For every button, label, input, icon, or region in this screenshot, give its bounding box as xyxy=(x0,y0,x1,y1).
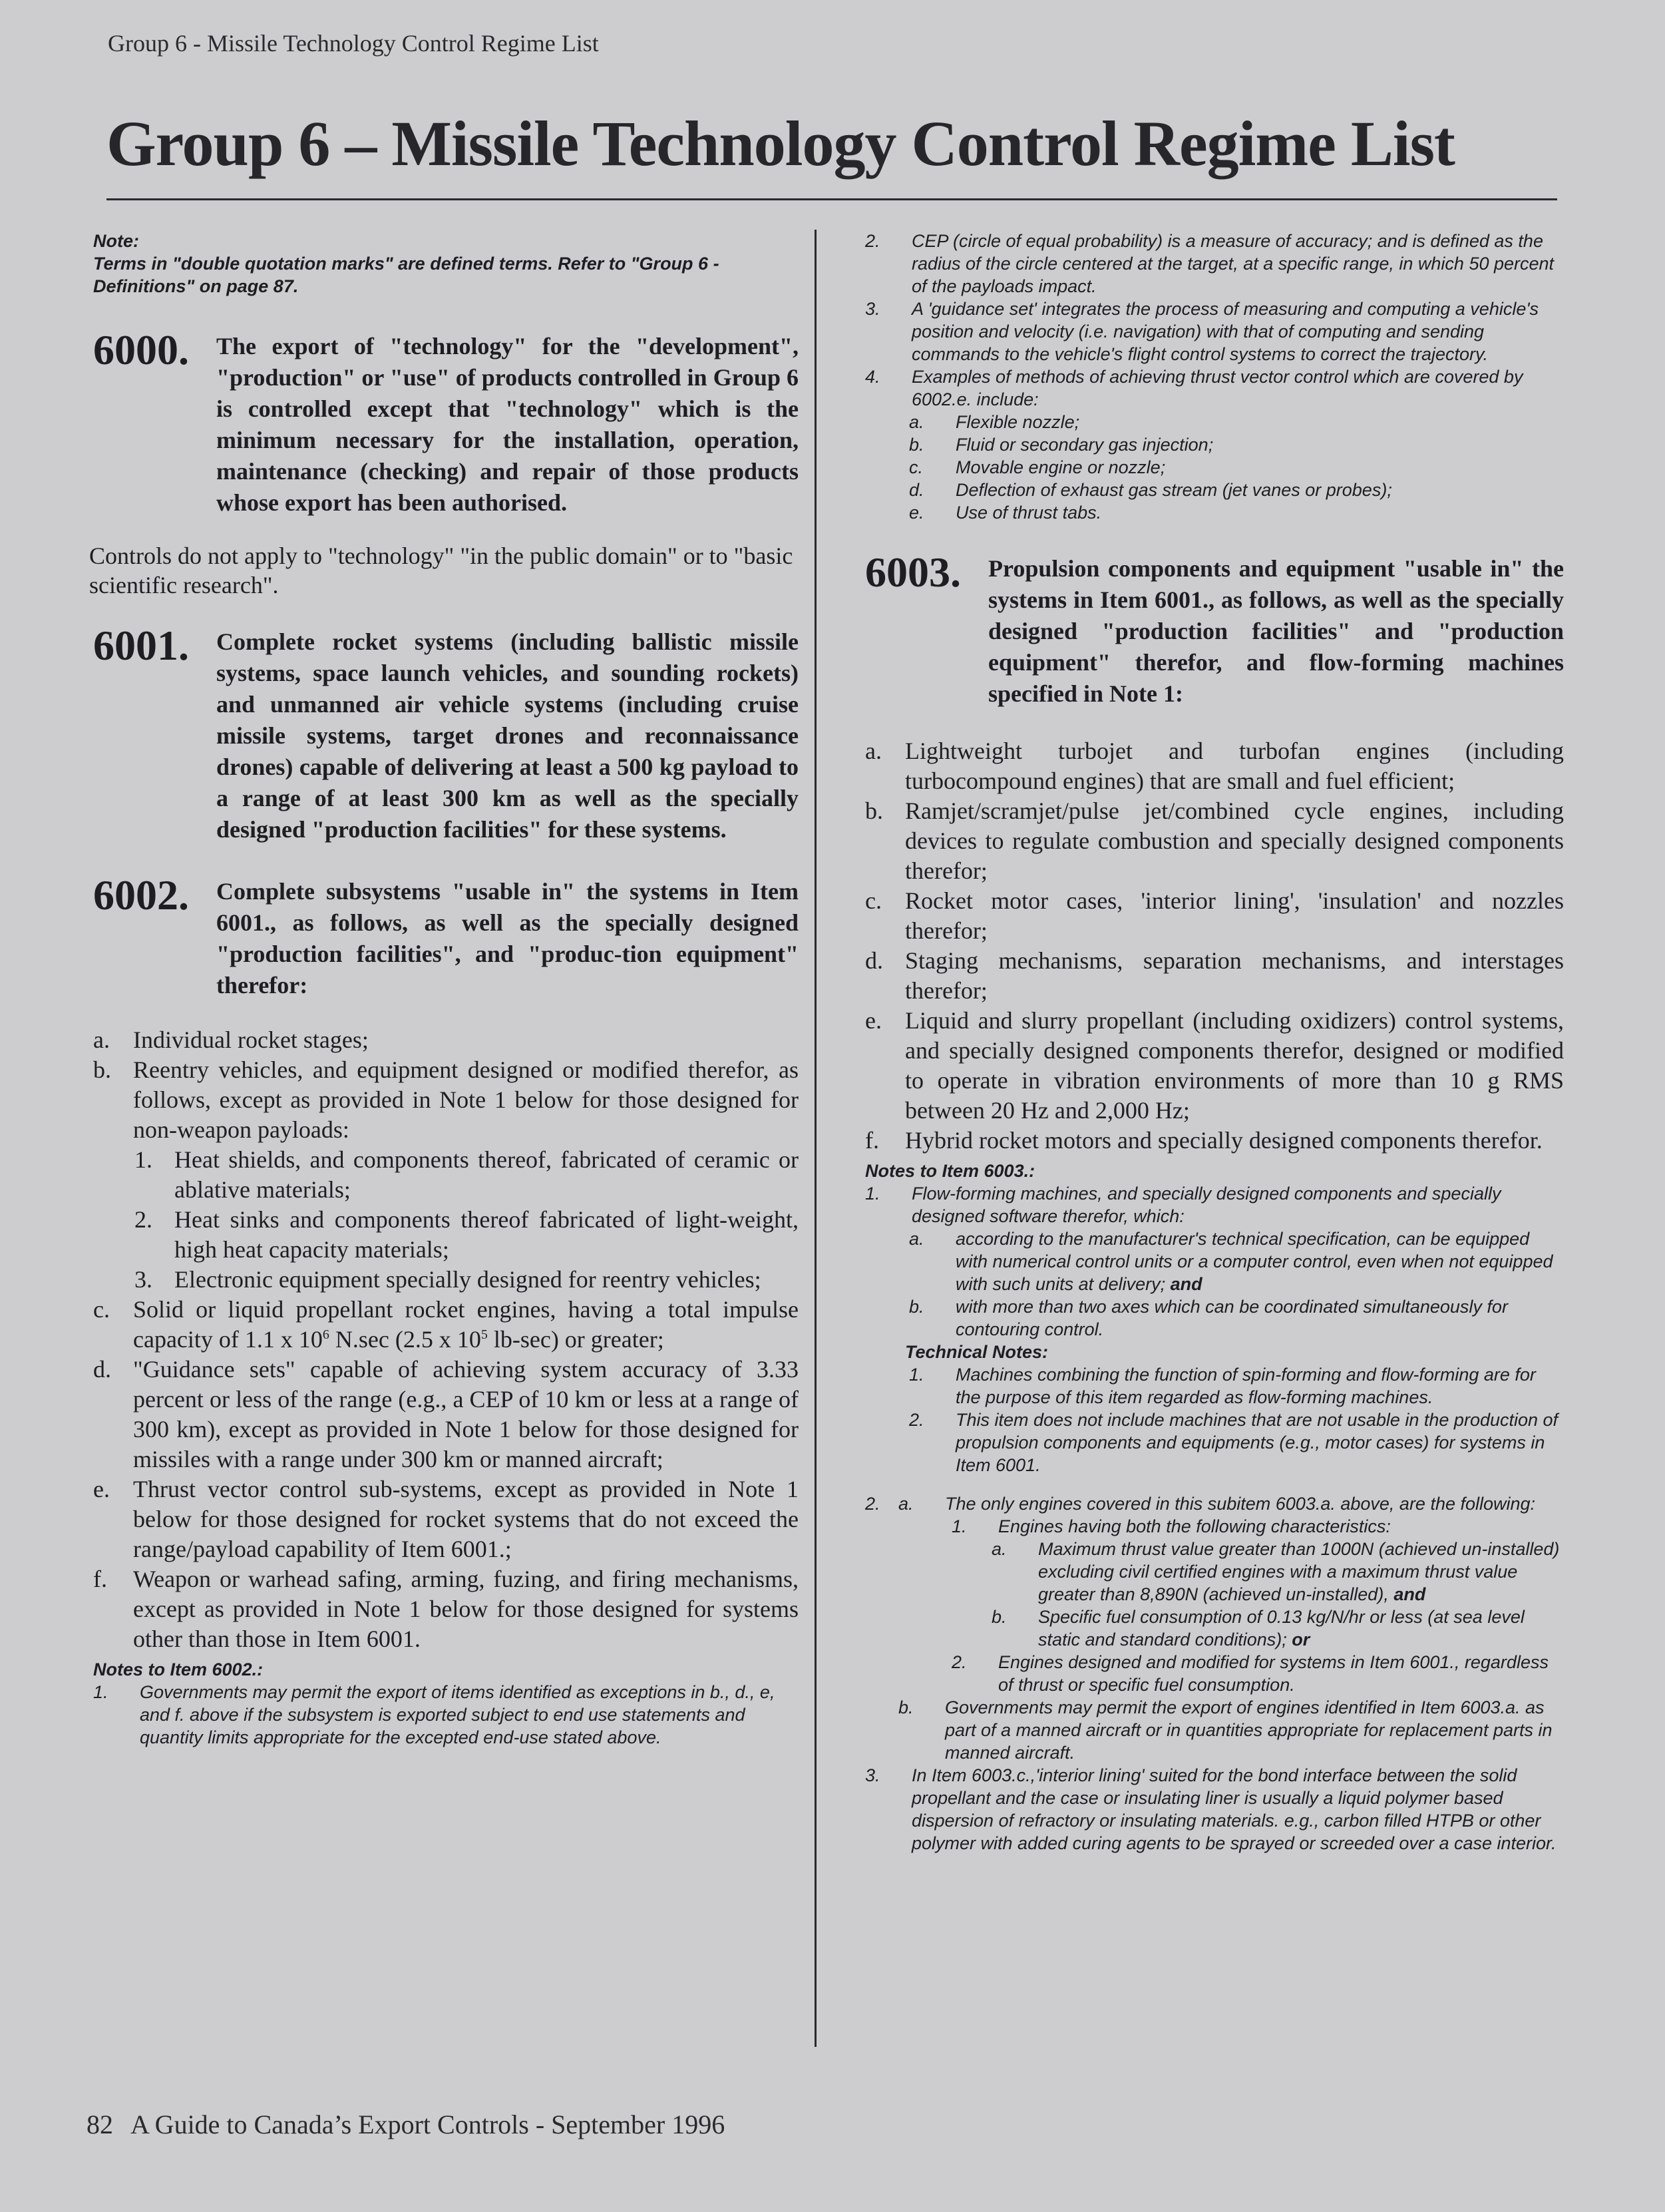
list-item: b. Ramjet/scramjet/pulse jet/combined cycle engines, including devices to regulate combustion and specially designed components therefor; xyxy=(865,797,1564,884)
list-item: f. Hybrid rocket motors and specially designed components therefor. xyxy=(865,1127,1543,1154)
running-header: Group 6 - Missile Technology Control Regime List xyxy=(108,30,599,57)
note-item: 3. In Item 6003.c.,'interior lining' suited for the bond interface between the solid propellant and the case or insulating liner is usually a liquid polymer based dispersion of refractory or insulating materials. e.g., carbon filled HTPB or other polymer with added curing agents to be sprayed or screeded over a case interior. xyxy=(865,1765,1557,1853)
section-text: Complete subsystems "usable in" the systems in Item 6001., as follows, as well as the specially designed "production facilities", and "produc-tion equipment" therefor: xyxy=(216,878,799,998)
list-item: f. Weapon or warhead safing, arming, fuzing, and firing mechanisms, except as provided in Note 1 below for those designed for systems other than those in Item 6001. xyxy=(93,1566,799,1652)
footer-text: A Guide to Canada’s Export Controls - September 1996 xyxy=(130,2109,725,2139)
list-item: d. Staging mechanisms, separation mechanisms, and interstages therefor; xyxy=(865,947,1564,1004)
page-title: Group 6 – Missile Technology Control Regime List xyxy=(106,108,1455,179)
column-divider xyxy=(815,230,817,2047)
note-item: c. Movable engine or nozzle; xyxy=(909,457,1166,477)
section-text: Complete rocket systems (including ballistic missile systems, space launch vehicles, and sounding rockets) and unmanned air vehicle systems (including cruise missile systems, target drones and reconnaissance drones) capable of delivering at least a 500 kg payload to a range of at least 300 km as well as the specially designed "production facilities" for these systems. xyxy=(216,628,799,843)
notes-title: Notes to Item 6002.: xyxy=(93,1659,264,1679)
page-number: 82 xyxy=(87,2109,113,2139)
title-rule xyxy=(106,198,1557,200)
list-item: 3. Electronic equipment specially designed for reentry vehicles; xyxy=(134,1266,761,1293)
item-list-6003 xyxy=(865,736,1564,1156)
technical-notes-title: Technical Notes: xyxy=(905,1342,1049,1362)
note-item: d. Deflection of exhaust gas stream (jet vanes or probes); xyxy=(909,480,1392,500)
section-6000 xyxy=(93,326,799,519)
note-item: b. Specific fuel consumption of 0.13 kg/N/hr or less (at sea level static and standard conditions); or xyxy=(992,1607,1525,1650)
left-column xyxy=(89,230,799,1749)
list-item: a. Lightweight turbojet and turbofan engines (including turbocompound engines) that are small and fuel efficient; xyxy=(865,738,1564,794)
note-item: b. Governments may permit the export of engines identified in Item 6003.a. as part of a manned aircraft or in quantities appropriate for replacement parts in manned aircraft. xyxy=(898,1697,1553,1763)
note-item: 2. This item does not include machines that are not usable in the production of propulsion components and equipments (e.g., motor cases) for systems in Item 6001. xyxy=(909,1410,1559,1475)
list-item: e. Liquid and slurry propellant (including oxidizers) control systems, and specially designed components therefor, designed or modified to operate in vibration environments of more than 10 g RMS between 20 Hz and 2,000 Hz; xyxy=(865,1007,1564,1124)
note-text: Terms in "double quotation marks" are defined terms. Refer to "Group 6 - Definitions" on page 87. xyxy=(93,254,719,296)
controls-paragraph: Controls do not apply to "technology" "in the public domain" or to "basic scientific research". xyxy=(89,543,793,598)
right-column xyxy=(865,230,1564,1855)
note-item: a. Flexible nozzle; xyxy=(909,412,1080,432)
section-number: 6002. xyxy=(93,871,189,919)
note-item: 2. Engines designed and modified for systems in Item 6001., regardless of thrust or specific fuel consumption. xyxy=(952,1652,1549,1695)
notes-list-6002-cont xyxy=(865,230,1564,524)
section-number: 6001. xyxy=(93,622,189,669)
note-item: 1. Flow-forming machines, and specially designed components and specially designed software therefor, which: xyxy=(865,1184,1501,1226)
note-item: b. Fluid or secondary gas injection; xyxy=(909,435,1214,455)
note-item: 2. CEP (circle of equal probability) is a measure of accuracy; and is defined as the radius of the circle centered at the target, at a specific range, in which 50 percent of the payloads impact. xyxy=(865,231,1555,296)
list-item: a. Individual rocket stages; xyxy=(93,1026,369,1053)
list-item: e. Thrust vector control sub-systems, except as provided in Note 1 below for those designed for rocket systems that do not exceed the range/payload capability of Item 6001.; xyxy=(93,1476,799,1562)
note-item: 4. Examples of methods of achieving thrust vector control which are covered by 6002.e. include: xyxy=(865,367,1523,409)
note-item: 1. Engines having both the following characteristics: xyxy=(952,1516,1391,1536)
note-label: Note: xyxy=(93,231,139,251)
list-item: c. Solid or liquid propellant rocket engines, having a total impulse capacity of 1.1 x $10^6$ N.sec (2.5 x $10^5$ lb-sec) or greater; xyxy=(93,1296,799,1353)
list-item: 2. Heat sinks and components thereof fabricated of light-weight, high heat capacity materials; xyxy=(134,1206,799,1263)
list-item: d. "Guidance sets" capable of achieving system accuracy of 3.33 percent or less of the range (e.g., a CEP of 10 km or less at a range of 300 km), except as provided in Note 1 below for those designed for missiles with a range under 300 km or manned aircraft; xyxy=(93,1356,799,1472)
section-6003 xyxy=(865,549,1564,710)
section-6002 xyxy=(93,871,799,1001)
section-text: Propulsion components and equipment "usable in" the systems in Item 6001., as follows, as well as the specially designed "production facilities" and "production equipment" therefor, and flow-forming machines specified in Note 1: xyxy=(988,555,1564,707)
list-item: b. Reentry vehicles, and equipment designed or modified therefor, as follows, except as provided in Note 1 below for those designed for non-weapon payloads: xyxy=(93,1056,799,1143)
section-text: The export of "technology" for the "development", "production" or "use" of products controlled in Group 6 is controlled except that "technology" which is the minimum necessary for the installation, operation, maintenance (checking) and repair of those products whose export has been authorised. xyxy=(216,333,799,516)
note-item: 2. a. The only engines covered in this subitem 6003.a. above, are the following: xyxy=(865,1494,1536,1514)
notes-list-6002 xyxy=(93,1681,799,1749)
item-list-6002 xyxy=(93,1025,799,1654)
list-item: 1. Heat shields, and components thereof, fabricated of ceramic or ablative materials; xyxy=(134,1146,799,1203)
note-item: 1. Machines combining the function of spin-forming and flow-forming are for the purpose of this item regarded as flow-forming machines. xyxy=(909,1365,1536,1407)
note-item: 1. Governments may permit the export of items identified as exceptions in b., d., e, and f. above if the subsystem is exported subject to end use statements and quantity limits appropriate for the excepted end-use stated above. xyxy=(93,1682,775,1747)
note-item: e. Use of thrust tabs. xyxy=(909,503,1102,523)
page-footer xyxy=(87,2109,725,2140)
notes-list-6003 xyxy=(865,1182,1564,1855)
note-item: a. Maximum thrust value greater than 1000N (achieved un-installed) excluding civil certified engines with a maximum thrust value greater than 8,890N (achieved un-installed), and xyxy=(992,1539,1560,1604)
note-item: b. with more than two axes which can be coordinated simultaneously for contouring control. xyxy=(909,1297,1508,1339)
list-item: c. Rocket motor cases, 'interior lining', 'insulation' and nozzles therefor; xyxy=(865,887,1564,944)
notes-title: Notes to Item 6003.: xyxy=(865,1161,1035,1181)
section-6001 xyxy=(93,622,799,845)
note-item: 3. A 'guidance set' integrates the process of measuring and computing a vehicle's position and velocity (i.e. navigation) with that of computing and sending commands to the vehicle's flight control systems to correct the trajectory. xyxy=(865,299,1539,364)
note-item: a. according to the manufacturer's technical specification, can be equipped with numerical control units or a computer control, even when not equipped with such units at delivery; and xyxy=(909,1229,1553,1294)
section-number: 6000. xyxy=(93,326,189,373)
section-number: 6003. xyxy=(865,549,961,596)
